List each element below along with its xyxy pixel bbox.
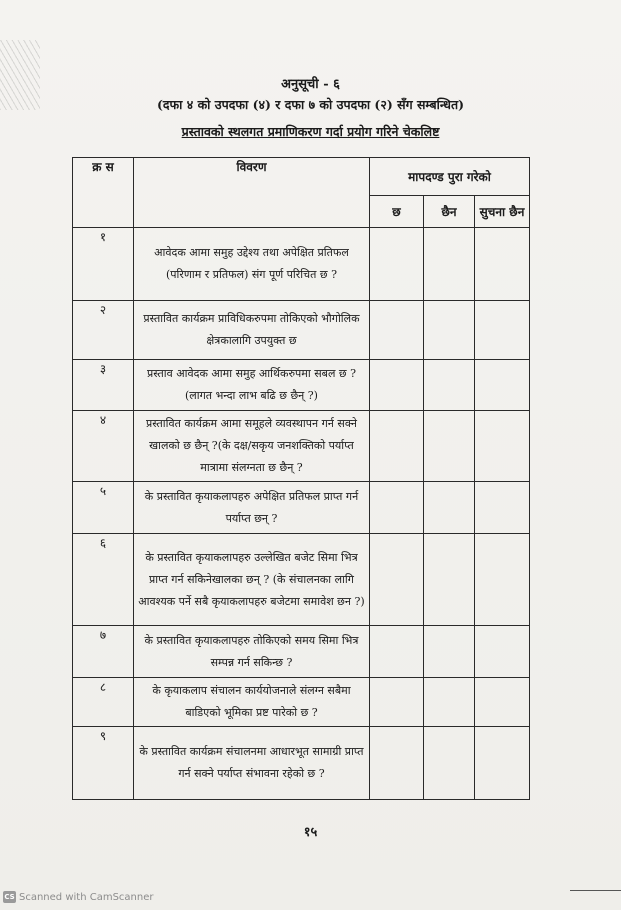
table-row	[73, 360, 530, 411]
row-serial: २	[73, 301, 134, 360]
cell-no-info[interactable]	[475, 482, 530, 534]
cell-no[interactable]	[424, 626, 475, 678]
cell-no-info[interactable]	[475, 411, 530, 482]
row-description: के प्रस्तावित कार्यक्रम संचालनमा आधारभूत सामाग्री प्राप्त गर्न सक्ने पर्याप्त संभावना रहेको छ ?	[134, 727, 370, 800]
row-serial: ७	[73, 626, 134, 678]
table-row	[73, 727, 530, 800]
cell-yes[interactable]	[370, 534, 424, 626]
row-serial: ४	[73, 411, 134, 482]
row-description: प्रस्ताव आवेदक आमा समुह आर्थिकरुपमा सबल छ ?(लागत भन्दा लाभ बढि छ छैन् ?)	[134, 360, 370, 411]
table-row	[73, 301, 530, 360]
table-row	[73, 678, 530, 727]
cell-yes[interactable]	[370, 228, 424, 301]
cell-no-info[interactable]	[475, 360, 530, 411]
cell-yes[interactable]	[370, 360, 424, 411]
cell-no-info[interactable]	[475, 228, 530, 301]
camscanner-logo-icon: CS	[4, 893, 15, 901]
row-description: के प्रस्तावित कृयाकलापहरु तोकिएको समय सिमा भित्र सम्पन्न गर्न सकिन्छ ?	[134, 626, 370, 678]
row-serial: ९	[73, 727, 134, 800]
header-yes: छ	[370, 196, 424, 228]
legal-reference: (दफा ४ को उपदफा (४) र दफा ७ को उपदफा (२) सँग सम्बन्धित)	[156, 97, 465, 112]
header-description: विवरण	[134, 158, 370, 228]
table-row	[73, 228, 530, 301]
cell-no-info[interactable]	[475, 727, 530, 800]
cell-no[interactable]	[424, 678, 475, 727]
header-no: छैन	[424, 196, 475, 228]
row-description: के प्रस्तावित कृयाकलापहरु अपेक्षित प्रतिफल प्राप्त गर्न पर्याप्त छन् ?	[134, 482, 370, 534]
checklist-title: प्रस्तावको स्थलगत प्रमाणिकरण गर्दा प्रयोग गरिने चेकलिष्ट	[181, 124, 440, 139]
cell-no[interactable]	[424, 228, 475, 301]
cell-no[interactable]	[424, 482, 475, 534]
watermark-text: Scanned with CamScanner	[19, 891, 154, 903]
cell-no-info[interactable]	[475, 534, 530, 626]
cell-no[interactable]	[424, 360, 475, 411]
cell-no-info[interactable]	[475, 301, 530, 360]
cell-yes[interactable]	[370, 482, 424, 534]
row-description: प्रस्तावित कार्यक्रम प्राविधिकरुपमा तोकिएको भौगोलिक क्षेत्रकालागि उपयुक्त छ	[134, 301, 370, 360]
row-serial: ५	[73, 482, 134, 534]
row-description: के कृयाकलाप संचालन कार्ययोजनाले संलग्न सबैमा बाडिएको भूमिका प्रष्ट पारेको छ ?	[134, 678, 370, 727]
row-serial: ३	[73, 360, 134, 411]
row-description: के प्रस्तावित कृयाकलापहरु उल्लेखित बजेट सिमा भित्र प्राप्त गर्न सकिनेखालका छन् ? (के संचालनका लागि आवश्यक पर्ने सबै कृयाकलापहरु बजेटमा समावेश छन ?)	[134, 534, 370, 626]
cell-no-info[interactable]	[475, 678, 530, 727]
row-serial: ८	[73, 678, 134, 727]
cell-no[interactable]	[424, 301, 475, 360]
scan-edge-line	[570, 890, 621, 891]
checklist-table	[72, 157, 530, 800]
camscanner-watermark	[3, 891, 154, 903]
cell-yes[interactable]	[370, 411, 424, 482]
cell-no[interactable]	[424, 534, 475, 626]
header-no-info: सुचना छैन	[475, 196, 530, 228]
table-row	[73, 482, 530, 534]
header-serial: क्र स	[73, 158, 134, 228]
table-row	[73, 626, 530, 678]
row-description: प्रस्तावित कार्यक्रम आमा समूहले व्यवस्थापन गर्न सक्ने खालको छ छैन् ?(के दक्ष/सकृय जनशक्तिको पर्याप्त मात्रामा संलग्नता छ छैन् ?	[134, 411, 370, 482]
row-serial: ६	[73, 534, 134, 626]
table-row	[73, 411, 530, 482]
row-description: आवेदक आमा समुह उद्देश्य तथा अपेक्षित प्रतिफल (परिणाम र प्रतिफल) संग पूर्ण परिचित छ ?	[134, 228, 370, 301]
header-criteria-group: मापदण्ड पुरा गरेको	[370, 158, 530, 196]
cell-yes[interactable]	[370, 678, 424, 727]
table-row	[73, 534, 530, 626]
cell-yes[interactable]	[370, 301, 424, 360]
row-serial: १	[73, 228, 134, 301]
cell-yes[interactable]	[370, 626, 424, 678]
schedule-title: अनुसूची - ६	[281, 77, 340, 92]
cell-no-info[interactable]	[475, 626, 530, 678]
cell-yes[interactable]	[370, 727, 424, 800]
cell-no[interactable]	[424, 727, 475, 800]
page-number: १५	[303, 825, 318, 840]
cell-no[interactable]	[424, 411, 475, 482]
